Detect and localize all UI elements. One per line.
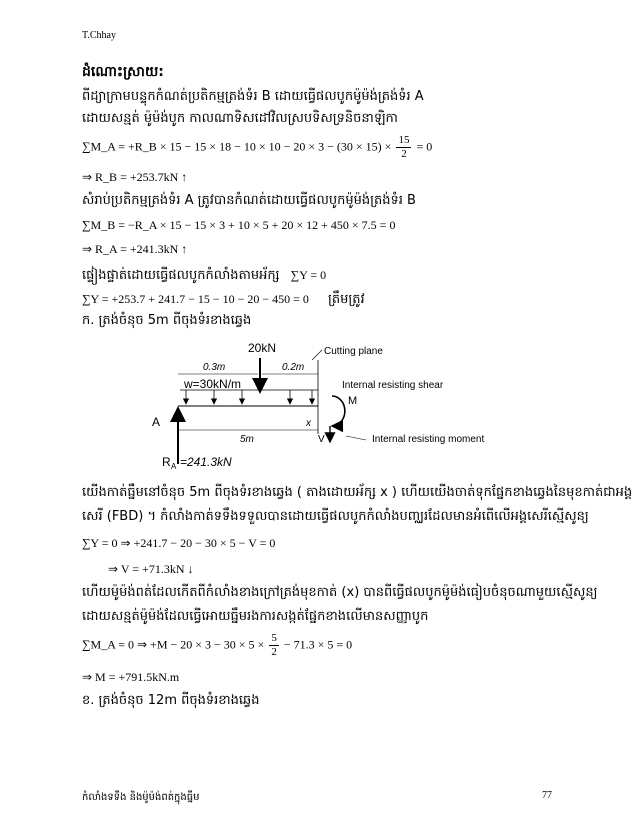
dimension-left-label: 0.3m xyxy=(203,362,226,373)
equation-sum-moments-a xyxy=(82,134,432,161)
result-shear-v: ⇒ V = +71.3kN ↓ xyxy=(108,562,194,576)
paragraph-1-line-2: សេរី (FBD) ។ កំលាំងកាត់ទទឹងទទួលបានដោយធ្វើផលបូកកំលាំងបញ្ឈរដែលមានអំពើលើអង្គសេរីស្មើសូន្យ xyxy=(82,509,589,524)
equation-lhs: ∑M_A = +R_B × 15 − 15 × 18 − 10 × 10 − 20 × 3 − (30 × 15) × xyxy=(82,139,392,154)
text-reaction-a: សំរាប់ប្រតិកម្មត្រង់ទំរ A ត្រូវបានកំណត់ដោយធ្វើផលបូកម៉ូម៉ង់ត្រង់ទំរ B xyxy=(82,193,416,208)
equation-sum-moments-b: ∑M_B = −R_A × 15 − 15 × 3 + 10 × 5 + 20 × 12 + 450 × 7.5 = 0 xyxy=(82,218,396,232)
length-label: 5m xyxy=(240,434,254,445)
support-a-label: A xyxy=(152,415,161,429)
free-body-diagram xyxy=(0,330,638,480)
dimension-right-label: 0.2m xyxy=(282,362,305,373)
paragraph-2-line-1: ហើយម៉ូម៉ង់ពត់ដែលកើតពីកំលាំងខាងក្រៅត្រង់មុខកាត់ (x) បានពីធ្វើផលបូកម៉ូម៉ង់ធៀបចំនុចណាមួយស្មើសូន្យ xyxy=(82,585,598,600)
paragraph-2-line-2: ដោយសន្មត់ម៉ូម៉ង់ដែលធ្វើអោយធ្នឹមរងការសង្កត់ផ្នែកខាងលើមានសញ្ញាបូក xyxy=(82,609,429,624)
result-rb: ⇒ R_B = +253.7kN ↑ xyxy=(82,170,188,184)
equation-rhs: − 71.3 × 5 = 0 xyxy=(283,637,353,652)
cutting-plane-leader xyxy=(312,350,322,360)
check-line xyxy=(82,264,326,286)
equation-sum-y: ∑Y = 0 ⇒ +241.7 − 20 − 30 × 5 − V = 0 xyxy=(82,536,276,550)
equation-moment-section xyxy=(82,632,352,659)
internal-shear-label: Internal resisting shear xyxy=(342,380,444,391)
sum-y-equation: ∑Y = +253.7 + 241.7 − 15 − 10 − 20 − 450 = 0 xyxy=(82,292,309,306)
footer-title: កំលាំងទទឹង និងម៉ូម៉ង់ពត់ក្នុងធ្នឹម xyxy=(82,792,200,803)
shear-v-label: V xyxy=(318,434,325,445)
udl-label: w=30kN/m xyxy=(184,377,242,391)
paragraph-1-line-1: យើងកាត់ធ្នឹមនៅចំនុច 5m ពីចុងទំរខាងឆ្វេង ( តាងដោយអ័ក្ស x ) ហើយយើងចាត់ទុកផ្នែកខាងឆ្វេងនៃមុខកាត់ជាអង្គ xyxy=(82,485,633,500)
page-number: 77 xyxy=(542,790,552,801)
equation-lhs: ∑M_A = 0 ⇒ +M − 20 × 3 − 30 × 5 × xyxy=(82,637,265,652)
correct-note: ត្រឹមត្រូវ xyxy=(328,292,365,307)
internal-moment-label: Internal resisting moment xyxy=(372,434,485,445)
check-equation: ∑Y = 0 xyxy=(290,268,327,282)
fraction-numerator: 5 xyxy=(271,632,277,644)
reaction-label: R xyxy=(162,455,171,469)
intro-line-1: ពីដ្យាក្រាមបន្ទុកកំណត់ប្រតិកម្មត្រង់ទំរ B ដោយធ្វើផលបូកម៉ូម៉ង់ត្រង់ទំរ A xyxy=(82,89,424,104)
moment-symbol: M xyxy=(348,395,358,407)
internal-moment-arc xyxy=(332,396,345,426)
result-ra: ⇒ R_A = +241.3kN ↑ xyxy=(82,242,188,256)
solution-heading: ដំណោះស្រាយ: xyxy=(82,64,164,80)
section-b-heading: ខ. ត្រង់ចំនុច 12m ពីចុងទំរខាងឆ្វេង xyxy=(82,693,260,708)
fraction-denominator: 2 xyxy=(401,148,407,160)
distributed-load-arrows xyxy=(180,390,318,404)
sum-y-line xyxy=(82,288,365,310)
fraction xyxy=(269,632,279,659)
cutting-plane-label: Cutting plane xyxy=(324,346,383,357)
moment-label-leader xyxy=(346,436,366,440)
reaction-value: =241.3kN xyxy=(180,455,232,469)
section-x-label: x xyxy=(306,418,311,429)
check-text: ផ្ទៀងផ្ទាត់ដោយធ្វើផលបូកកំលាំងតាមអ័ក្ស xyxy=(82,268,280,283)
fraction xyxy=(396,134,411,161)
section-a-heading: ក. ត្រង់ចំនុច 5m ពីចុងទំរខាងឆ្វេង xyxy=(82,313,252,328)
equation-rhs: = 0 xyxy=(416,139,433,154)
fraction-numerator: 15 xyxy=(398,134,410,146)
point-load-label: 20kN xyxy=(248,341,277,355)
intro-line-2: ដោយសន្មត់ ម៉ូម៉ង់បូក កាលណាទិសដៅវិលស្របទិសទ្រនិចនាឡិកា xyxy=(82,111,398,126)
fraction-denominator: 2 xyxy=(271,646,277,658)
page-header-author: T.Chhay xyxy=(82,30,116,41)
reaction-subscript: A xyxy=(171,462,177,471)
result-moment-m: ⇒ M = +791.5kN.m xyxy=(82,670,180,684)
